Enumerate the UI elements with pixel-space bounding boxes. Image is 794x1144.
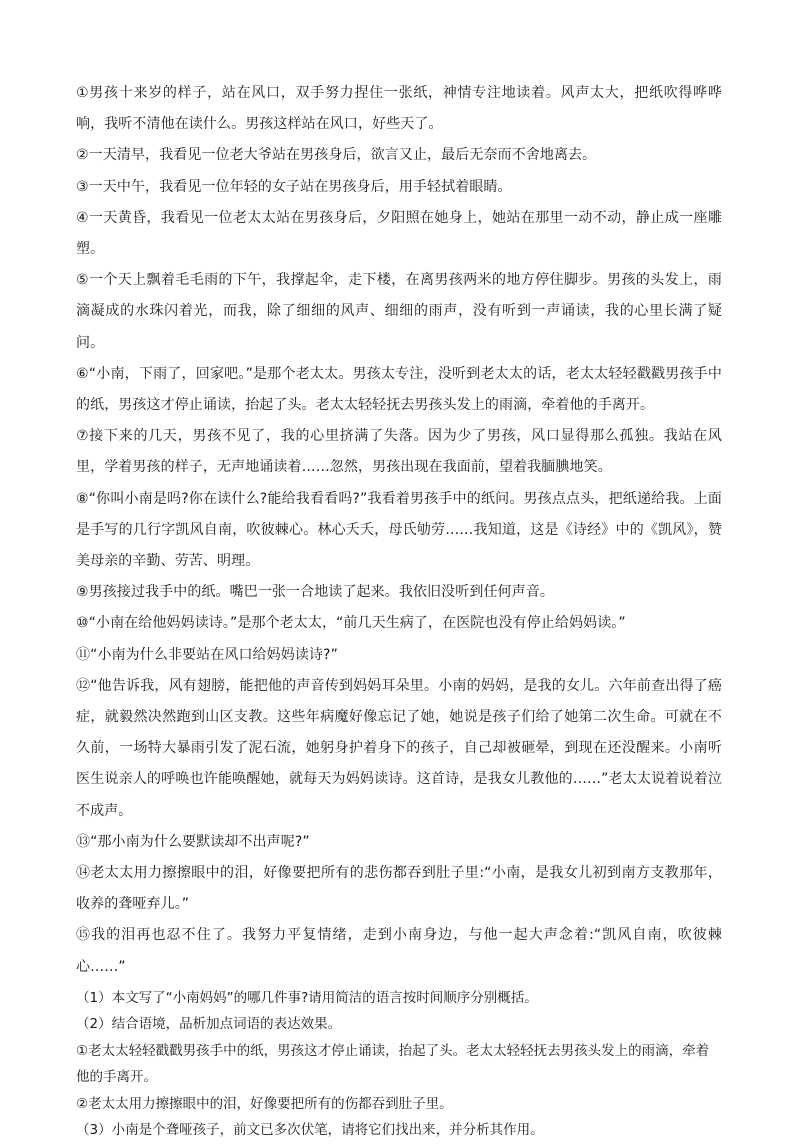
question-2: （2）结合语境，品析加点词语的表达效果。 <box>76 1016 342 1033</box>
question-3: （3）小南是个聋哑孩子，前文已多次伏笔，请将它们找出来，并分析其作用。 <box>76 1122 544 1139</box>
question-2-item-2: ②老太太用力擦擦眼中的泪，好像要把所有的伤都吞到肚子里。 <box>76 1095 453 1112</box>
paragraph-11: ⑪“小南为什么非要站在风口给妈妈读诗?” <box>76 646 338 663</box>
paragraph-7: ⑦接下来的几天，男孩不见了，我的心里挤满了失落。因为少了男孩，风口显得那么孤独。我站在风里，学着男孩的样子，无声地诵读着……忽然，男孩出现在我面前，望着我腼腆地笑。 <box>76 428 722 476</box>
paragraph-4: ④一天黄昏，我看见一位老太太站在男孩身后，夕阳照在她身上，她站在那里一动不动，静止成一座雕塑。 <box>76 209 722 258</box>
document-page <box>76 78 722 1144</box>
paragraph-5: ⑤一个天上飘着毛毛雨的下午，我撑起伞，走下楼，在离男孩两米的地方停住脚步。男孩的头发上，雨滴凝成的水珠闪着光，而我，除了细细的风声、细细的雨声，没有听到一声诵读，我的心里长满了疑问。 <box>76 272 722 351</box>
paragraph-1: ①男孩十来岁的样子，站在风口，双手努力捏住一张纸，神情专注地读着。风声太大，把纸吹得哗哗响，我听不清他在读什么。男孩这样站在风口，好些天了。 <box>76 85 722 133</box>
paragraph-12: ⑫“他告诉我，风有翅膀，能把他的声音传到妈妈耳朵里。小南的妈妈，是我的女儿。六年前查出得了癌症，就毅然决然跑到山区支教。这些年病魔好像忘记了她，她说是孩子们给了她第二次生命。可就在不久前，一场特大暴雨引发了泥石流，她躬身护着身下的孩子，自己却被砸晕，到现在还没醒来。小南听医生说亲人的呼唤也许能唤醒她，就每天为妈妈读诗。这首诗，是我女儿教他的……”老太太说着说着泣不成声。 <box>76 677 722 819</box>
question-1: （1）本文写了“小南妈妈”的哪几件事?请用简洁的语言按时间顺序分别概括。 <box>76 989 538 1006</box>
reading-passage <box>76 78 722 983</box>
paragraph-2: ②一天清早，我看见一位老大爷站在男孩身后，欲言又止，最后无奈而不舍地离去。 <box>76 147 597 164</box>
question-2-item-1: ①老太太轻轻戳戳男孩手中的纸，男孩这才停止诵读，抬起了头。老太太轻轻抚去男孩头发上的雨滴，牵着他的手离开。 <box>76 1042 710 1086</box>
paragraph-6: ⑥“小南，下雨了，回家吧。”是那个老太太。男孩太专注，没听到老太太的话，老太太轻轻戳戳男孩手中的纸，男孩这才停止诵读，抬起了头。老太太轻轻抚去男孩头发上的雨滴，牵着他的手离开。 <box>76 365 722 414</box>
paragraph-9: ⑨男孩接过我手中的纸。嘴巴一张一合地读了起来。我依旧没听到任何声音。 <box>76 584 554 601</box>
paragraph-10: ⑩“小南在给他妈妈读诗。”是那个老太太，“前几天生病了，在医院也没有停止给妈妈读。” <box>76 615 626 632</box>
paragraph-14: ⑭老太太用力擦擦眼中的泪，好像要把所有的悲伤都吞到肚子里:“小南，是我女儿初到南方支教那年，收养的聋哑弃儿。” <box>76 865 722 913</box>
paragraph-15: ⑮我的泪再也忍不住了。我努力平复情绪，走到小南身边，与他一起大声念着:“凯风自南，吹彼棘心……” <box>76 927 722 975</box>
questions-section <box>76 985 722 1144</box>
paragraph-3: ③一天中午，我看见一位年轻的女子站在男孩身后，用手轻拭着眼睛。 <box>76 178 512 195</box>
paragraph-8: ⑧“你叫小南是吗?你在读什么?能给我看看吗?”我看着男孩手中的纸问。男孩点点头，把纸递给我。上面是手写的几行字凯风自南，吹彼棘心。林心夭夭，母氏劬劳……我知道，这是《诗经》中的《凯风》，赞美母亲的辛勤、劳苦、明理。 <box>76 490 722 570</box>
paragraph-13: ⑬“那小南为什么要默读却不出声呢?” <box>76 833 310 850</box>
